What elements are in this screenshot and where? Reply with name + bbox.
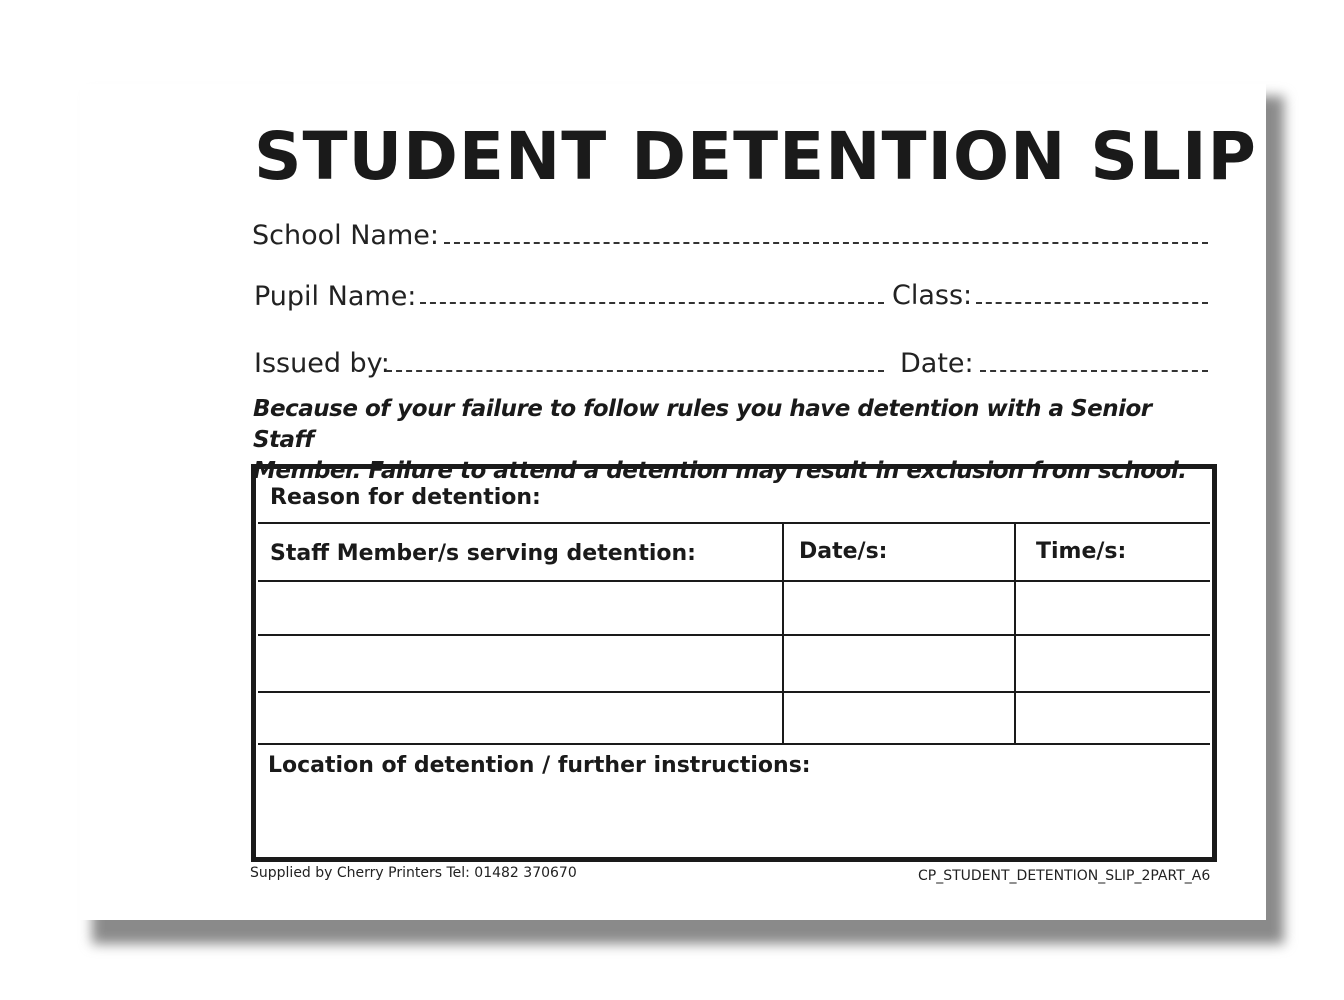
pupil-name-label: Pupil Name: (254, 281, 417, 312)
slip-title: STUDENT DETENTION SLIP (254, 118, 1257, 195)
pupil-name-field[interactable] (420, 302, 884, 304)
issued-by-label: Issued by: (254, 348, 390, 379)
table-divider (258, 580, 1210, 582)
table-column-divider (782, 524, 784, 745)
issued-by-field[interactable] (386, 370, 884, 372)
detention-notice: Because of your failure to follow rules you have detention with a Senior Staff Member. Failure to attend a detention may result in exclusion from school. (253, 396, 1187, 484)
date-field[interactable] (980, 370, 1208, 372)
school-name-label: School Name: (252, 220, 439, 251)
table-column-divider (1014, 524, 1016, 745)
table-divider (258, 634, 1210, 636)
times-column-header: Time/s: (1036, 539, 1127, 564)
date-label: Date: (900, 348, 974, 379)
dates-column-header: Date/s: (799, 539, 888, 564)
table-divider (258, 743, 1210, 745)
school-name-field[interactable] (444, 242, 1208, 244)
class-field[interactable] (976, 302, 1208, 304)
table-divider (258, 522, 1210, 524)
product-code: CP_STUDENT_DETENTION_SLIP_2PART_A6 (918, 868, 1211, 884)
supplier-text: Supplied by Cherry Printers Tel: 01482 370670 (250, 865, 577, 881)
table-divider (258, 691, 1210, 693)
class-label: Class: (892, 280, 973, 311)
reason-label: Reason for detention: (270, 485, 541, 510)
location-label: Location of detention / further instructions: (268, 753, 811, 778)
staff-column-header: Staff Member/s serving detention: (270, 541, 696, 566)
